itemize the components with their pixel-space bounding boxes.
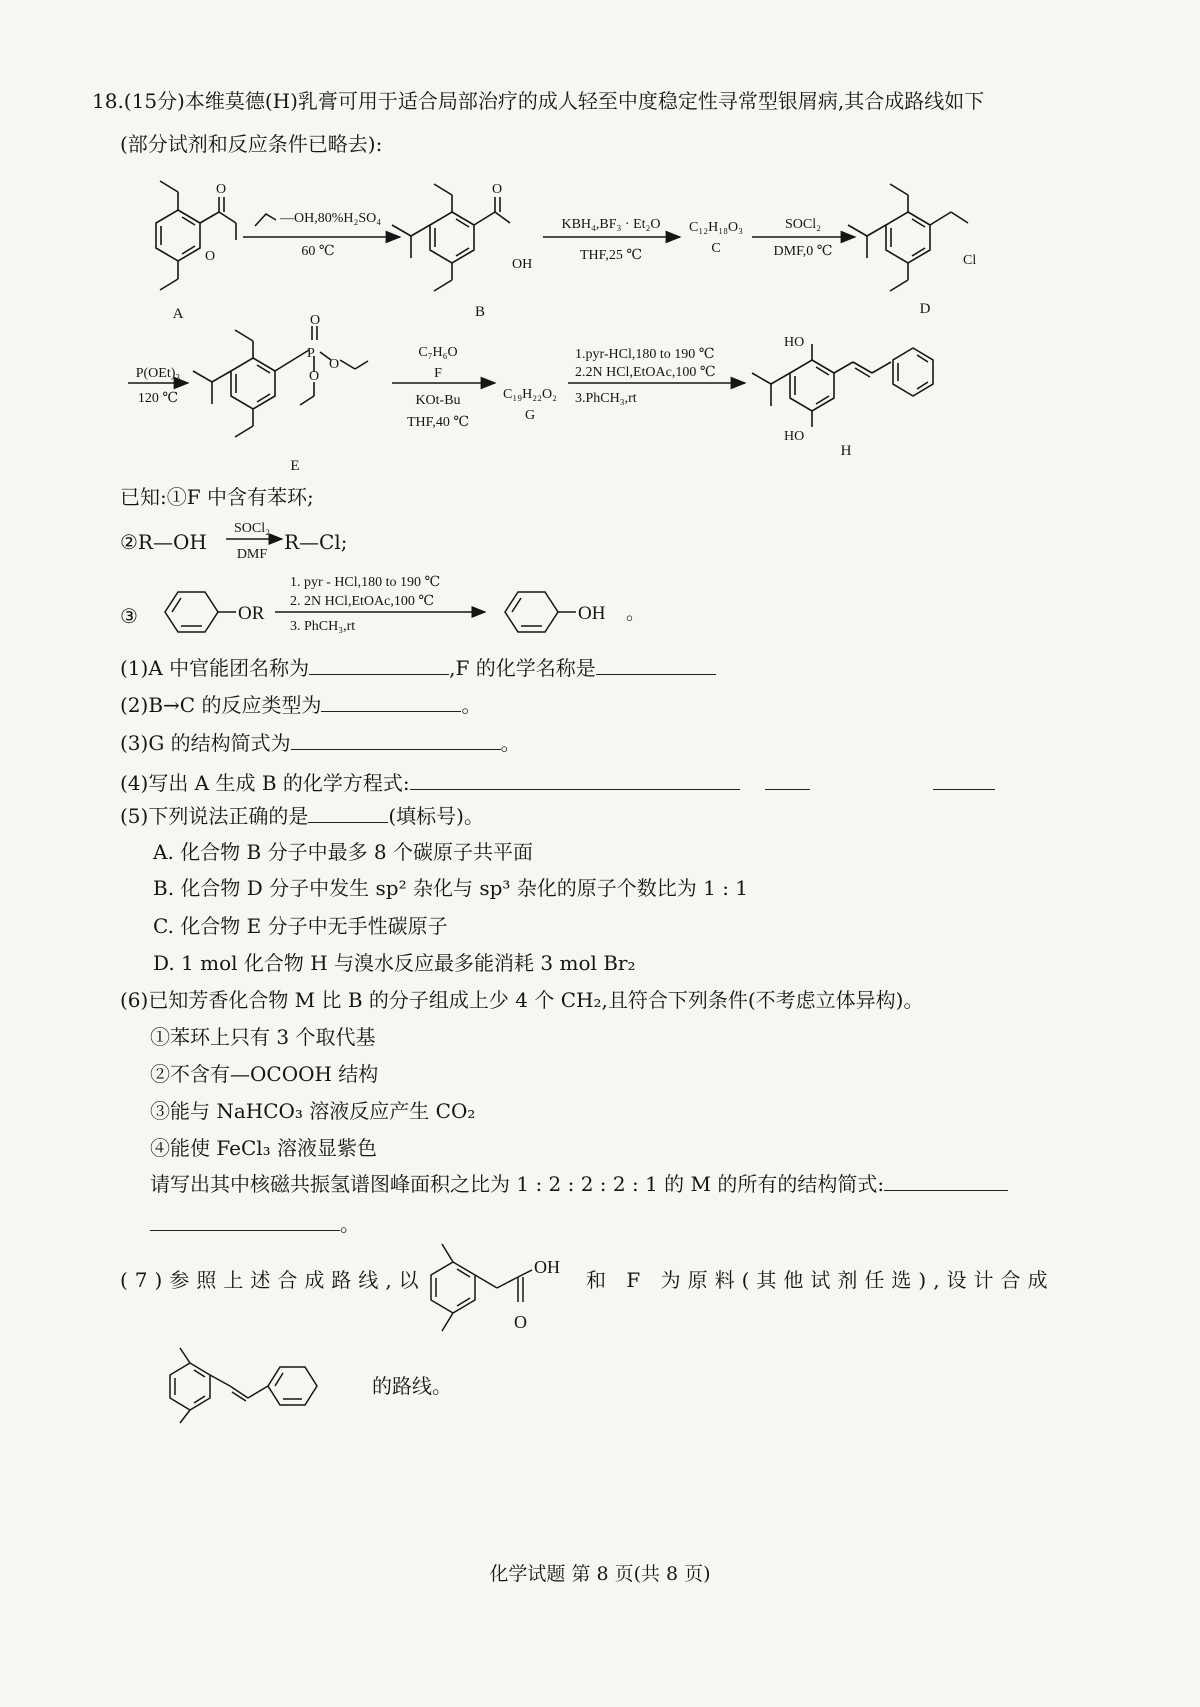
known-3-step3: 3. PhCH₃,rt	[290, 619, 356, 634]
known-3-or: OR	[238, 603, 265, 624]
compound-e-structure	[193, 326, 368, 437]
compound-d-structure	[848, 184, 968, 291]
compound-a-structure	[156, 181, 236, 290]
arrow3-condition: DMF,0 ℃	[773, 244, 833, 259]
known-3-step2: 2. 2N HCl,EtOAc,100 ℃	[290, 594, 434, 609]
q7-starting-material	[418, 1240, 578, 1335]
arrow4-condition: 120 ℃	[137, 391, 179, 406]
arrow5-condition: THF,40 ℃	[407, 415, 469, 430]
q7-o-label: O	[514, 1312, 527, 1332]
question-6-period: 。	[340, 1212, 360, 1236]
answer-blank-6a[interactable]	[884, 1172, 1008, 1191]
question-2	[120, 693, 481, 717]
question-3-part-b: 。	[500, 731, 521, 755]
known-2-arrow	[224, 512, 286, 562]
carbonyl-o-atom-a: O	[215, 182, 227, 197]
question-5-part-b: (填标号)。	[388, 804, 484, 828]
arrow3-reagent: SOCl₂	[784, 217, 822, 232]
answer-blank-4[interactable]	[410, 771, 740, 790]
b-oh: OH	[512, 257, 533, 272]
option-a: A. 化合物 B 分子中最多 8 个碳原子共平面	[153, 840, 534, 864]
arrow2-reagent: KBH₄,BF₃ · Et₂O	[561, 217, 661, 232]
question-1-part-b: ,F 的化学名称是	[449, 656, 596, 680]
answer-blank-2[interactable]	[321, 693, 461, 712]
arrow1-condition: 60 ℃	[301, 244, 335, 259]
question-header-line1: 18.(15分)本维莫德(H)乳膏可用于适合局部治疗的成人轻至中度稳定性寻常型银屑病,其合成路线如下	[92, 89, 985, 113]
e-po-atom: O	[310, 313, 321, 328]
option-c: C. 化合物 E 分子中无手性碳原子	[153, 914, 448, 938]
q7-target-molecule	[160, 1345, 370, 1425]
known-intro: 已知:①F 中含有苯环;	[120, 485, 314, 509]
answer-blank-4b[interactable]	[765, 771, 810, 790]
question-header-line2: (部分试剂和反应条件已略去):	[120, 132, 383, 156]
question-7-part-c: 的路线。	[372, 1374, 452, 1398]
arrow1-reagent: —OH,80%H₂SO₄	[280, 211, 382, 226]
label-f: F	[434, 366, 442, 381]
option-b: B. 化合物 D 分子中发生 sp² 杂化与 sp³ 杂化的原子个数比为 1 : 1	[153, 876, 749, 900]
known-3-oh: OH	[578, 603, 606, 624]
question-5	[120, 804, 484, 828]
question-4	[120, 771, 995, 795]
question-2-part-a: (2)B→C 的反应类型为	[120, 693, 322, 717]
h-ho-bottom: HO	[784, 429, 805, 444]
question-5-part-a: (5)下列说法正确的是	[120, 804, 309, 828]
question-6: (6)已知芳香化合物 M 比 B 的分子组成上少 4 个 CH₂,且符合下列条件(不考虑立体异构)。	[120, 988, 924, 1012]
question-6-prompt	[150, 1172, 1008, 1196]
known-3-number: ③	[120, 604, 138, 628]
e-p-atom: P	[307, 346, 315, 361]
question-4-part-a: (4)写出 A 生成 B 的化学方程式:	[120, 771, 410, 795]
question-1	[120, 656, 716, 680]
e-o-atom-1: O	[329, 357, 340, 372]
question-7-part-a: (7)参照上述合成路线,以	[120, 1268, 426, 1292]
answer-blank-6b[interactable]	[150, 1212, 340, 1231]
arrow5-base: KOt-Bu	[415, 393, 461, 408]
formula-c: C₁₂H₁₈O₃	[689, 220, 743, 235]
label-g: G	[524, 408, 536, 423]
answer-blank-1b[interactable]	[596, 656, 716, 675]
label-h: H	[840, 443, 852, 459]
synthesis-scheme	[0, 160, 1200, 490]
condition-4: ④能使 FeCl₃ 溶液显紫色	[150, 1136, 378, 1160]
known-2-solvent: DMF	[236, 547, 268, 562]
question-3-part-a: (3)G 的结构简式为	[120, 731, 291, 755]
question-1-part-a: (1)A 中官能团名称为	[120, 656, 310, 680]
known-2-prefix: ②R—OH	[120, 530, 207, 554]
known-2-reagent: SOCl₂	[233, 521, 271, 536]
known-3-step1: 1. pyr - HCl,180 to 190 ℃	[290, 575, 441, 590]
h-ho-top: HO	[784, 335, 805, 350]
answer-blank-1a[interactable]	[309, 656, 449, 675]
arrow4-reagent: P(OEt)₃	[135, 366, 181, 381]
condition-1: ①苯环上只有 3 个取代基	[150, 1025, 376, 1049]
option-d: D. 1 mol 化合物 H 与溴水反应最多能消耗 3 mol Br₂	[153, 951, 636, 975]
known-3-period: 。	[626, 603, 646, 624]
arrow6-step2: 2.2N HCl,EtOAc,100 ℃	[575, 365, 716, 380]
formula-f: C₇H₆O	[418, 345, 458, 360]
arrow2-condition: THF,25 ℃	[580, 248, 642, 263]
q7-oh-label: OH	[534, 1257, 560, 1277]
answer-blank-4c[interactable]	[933, 771, 995, 790]
label-a: A	[172, 306, 184, 322]
label-b: B	[474, 304, 486, 320]
label-e: E	[290, 458, 300, 474]
e-o-atom-2: O	[309, 369, 320, 384]
condition-3: ③能与 NaHCO₃ 溶液反应产生 CO₂	[150, 1099, 476, 1123]
label-d: D	[919, 301, 931, 317]
condition-2: ②不含有—OCOOH 结构	[150, 1062, 379, 1086]
question-6-prompt-text: 请写出其中核磁共振氢谱图峰面积之比为 1 : 2 : 2 : 2 : 1 的 M 的所有的结构简式:	[150, 1172, 885, 1196]
arrow6-step1: 1.pyr-HCl,180 to 190 ℃	[575, 347, 715, 362]
d-cl: Cl	[963, 253, 977, 268]
question-7-part-b: 和 F 为原料(其他试剂任选),设计合成	[586, 1268, 1055, 1292]
answer-blank-5[interactable]	[308, 804, 388, 823]
answer-blank-3[interactable]	[291, 731, 501, 750]
known-3-reaction	[150, 570, 660, 640]
question-3	[120, 731, 521, 755]
compound-h-structure	[752, 344, 933, 427]
question-6-answer-line	[150, 1212, 360, 1236]
carbonyl-o-atom-b: O	[491, 182, 503, 197]
known-2-suffix: R—Cl;	[284, 530, 348, 554]
question-2-part-b: 。	[461, 693, 482, 717]
formula-g: C₁₉H₂₂O₂	[503, 387, 557, 402]
arrow6-step3: 3.PhCH₃,rt	[575, 391, 637, 406]
ester-o-atom: O	[204, 249, 216, 264]
compound-b-structure	[392, 184, 510, 291]
page-footer: 化学试题 第 8 页(共 8 页)	[489, 1563, 711, 1585]
label-c: C	[711, 241, 721, 256]
